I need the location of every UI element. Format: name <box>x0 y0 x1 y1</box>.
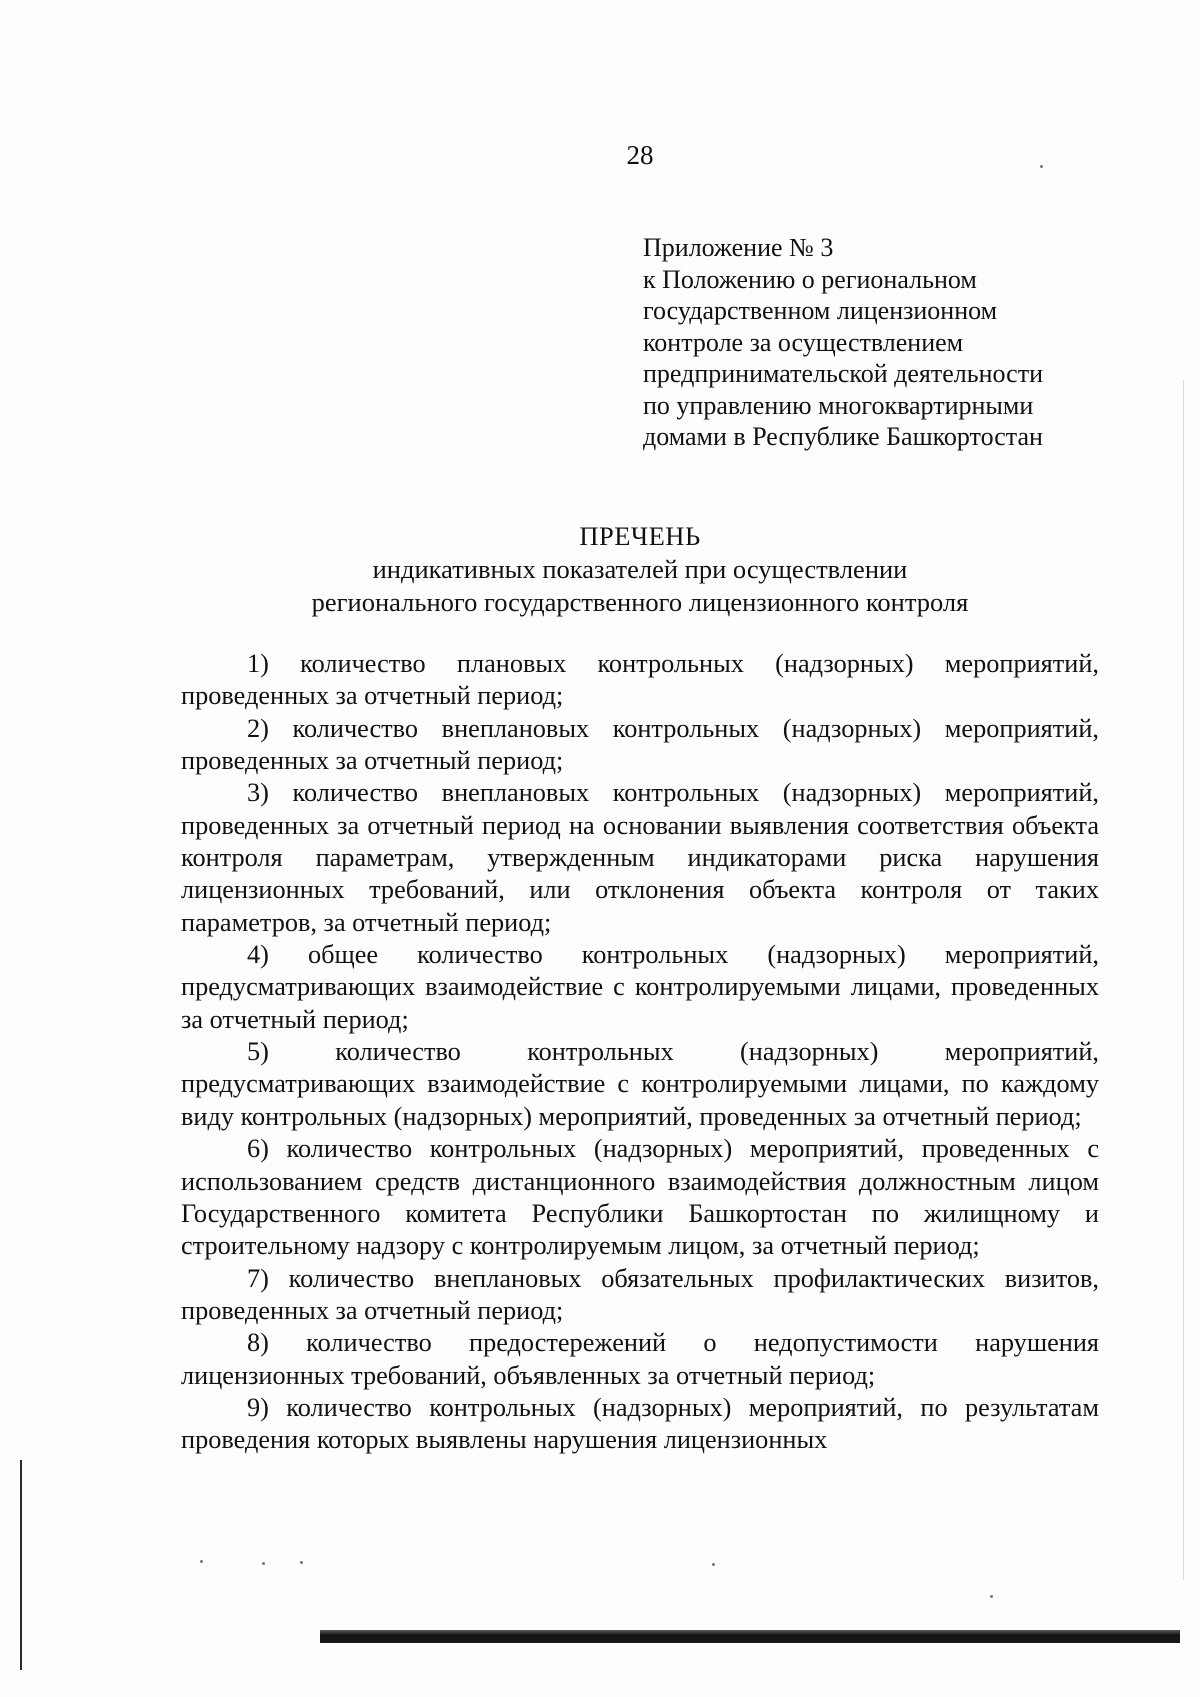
list-item: 3) количество внеплановых контрольных (надзорных) мероприятий, проведенных за отчетный период на основании выявления соответствия объекта контроля параметрам, утвержденным индикаторами риска нарушения лицензионных требований, или отклонения объекта контроля от таких параметров, за отчетный период; <box>181 778 1099 937</box>
list-item: 7) количество внеплановых обязательных профилактических визитов, проведенных за отчетный период; <box>181 1263 1099 1325</box>
appendix-header <box>643 232 1043 453</box>
list-item: 1) количество плановых контрольных (надзорных) мероприятий, проведенных за отчетный период; <box>181 649 1099 711</box>
title-line: регионального государственного лицензионного контроля <box>311 587 969 617</box>
document-title <box>180 520 1100 619</box>
page-number: 28 <box>626 140 654 170</box>
appendix-line: Приложение № 3 <box>643 233 834 262</box>
list-item: 2) количество внеплановых контрольных (надзорных) мероприятий, проведенных за отчетный период; <box>181 713 1099 776</box>
scan-speck <box>1040 165 1043 168</box>
scan-edge-line <box>20 1460 22 1670</box>
appendix-line: домами в Республике Башкортостан <box>643 422 1043 451</box>
scan-bottom-bar <box>320 1630 1180 1643</box>
title-heading: ПРЕЧЕНЬ <box>579 521 701 551</box>
indicator-list <box>181 648 1099 1457</box>
list-item: 6) количество контрольных (надзорных) мероприятий, проведенных с использованием средств дистанционного взаимодействия должностным лицом Государственного комитета Республики Башкортостан по жилищному и строительному надзору с контролируемым лицом, за отчетный период; <box>181 1134 1099 1261</box>
appendix-line: контроле за осуществлением <box>643 327 964 357</box>
scan-edge-line <box>1183 380 1184 1580</box>
scan-speck <box>200 1560 203 1563</box>
list-item: 5) количество контрольных (надзорных) мероприятий, предусматривающих взаимодействие с контролируемыми лицами, по каждому виду контрольных (надзорных) мероприятий, проведенных за отчетный период; <box>181 1037 1099 1131</box>
scan-speck <box>712 1563 715 1566</box>
appendix-line: по управлению многоквартирными <box>643 390 1034 420</box>
list-item: 8) количество предостережений о недопустимости нарушения лицензионных требований, объявленных за отчетный период; <box>181 1328 1099 1390</box>
list-item: 9) количество контрольных (надзорных) мероприятий, по результатам проведения которых выявлены нарушения лицензионных <box>181 1392 1099 1455</box>
scan-speck <box>990 1595 993 1598</box>
appendix-line: предпринимательской деятельности <box>643 359 1043 388</box>
title-line: индикативных показателей при осуществлении <box>372 554 908 584</box>
scan-speck <box>262 1562 265 1565</box>
appendix-line: государственном лицензионном <box>643 296 998 325</box>
list-item: 4) общее количество контрольных (надзорных) мероприятий, предусматривающих взаимодействие с контролируемыми лицами, проведенных за отчетный период; <box>181 940 1099 1034</box>
appendix-line: к Положению о региональном <box>643 264 977 294</box>
scan-speck <box>300 1561 303 1564</box>
